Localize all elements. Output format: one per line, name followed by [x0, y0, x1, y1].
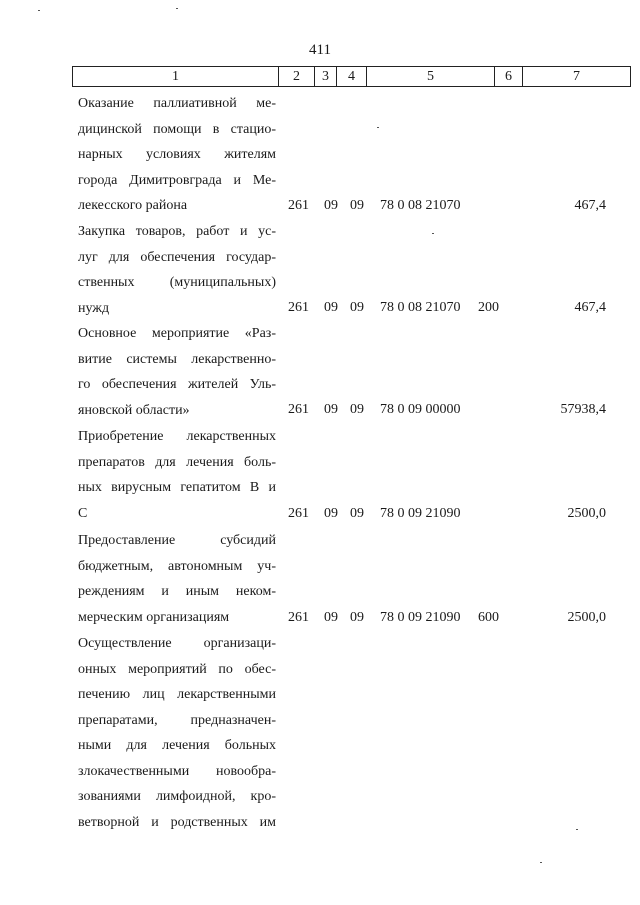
header-col-6: 6	[495, 67, 523, 87]
amount: 57938,4	[560, 402, 606, 417]
row-description	[78, 528, 276, 630]
target-article-code: 78 0 09 21090	[380, 610, 461, 625]
description-line: онных мероприятий по обес-	[78, 661, 276, 677]
section-code: 09	[324, 402, 338, 417]
description-line: Основное мероприятие «Раз-	[78, 326, 276, 341]
description-line: Предоставление субсидий	[78, 533, 276, 548]
scan-speck	[432, 233, 434, 234]
header-col-4: 4	[337, 67, 367, 87]
scan-speck	[38, 10, 40, 11]
header-col-5: 5	[367, 67, 495, 87]
description-line: луг для обеспечения государ-	[78, 249, 276, 265]
description-line: ветворной и родственных им	[78, 814, 276, 830]
row-description	[78, 91, 276, 219]
amount: 467,4	[574, 300, 606, 315]
scan-speck	[576, 829, 578, 830]
amount: 2500,0	[567, 610, 606, 625]
description-line: ных вирусным гепатитом В и	[78, 480, 276, 495]
description-line: нужд	[78, 300, 110, 316]
scan-speck	[540, 862, 542, 863]
description-line: Оказание паллиативной ме-	[78, 96, 276, 111]
description-line: печению лиц лекарственными	[78, 687, 276, 702]
description-line: Осуществление организаци-	[78, 636, 276, 651]
description-line: злокачественными новообра-	[78, 763, 276, 779]
description-line: мерческим организациям	[78, 609, 230, 625]
table-header	[72, 66, 631, 87]
description-line: витие системы лекарственно-	[78, 351, 276, 367]
description-line: лекесского района	[78, 198, 188, 213]
description-line: препаратов для лечения боль-	[78, 454, 276, 470]
amount: 467,4	[574, 198, 606, 213]
header-col-7: 7	[523, 67, 631, 87]
description-line: ными для лечения больных	[78, 738, 276, 753]
subsection-code: 09	[350, 610, 364, 625]
description-line: яновской области»	[78, 402, 190, 418]
description-line: ственных (муниципальных)	[78, 275, 276, 290]
target-article-code: 78 0 09 00000	[380, 402, 461, 417]
grbs-code: 261	[288, 610, 309, 625]
description-line: зованиями лимфоидной, кро-	[78, 789, 276, 804]
grbs-code: 261	[288, 300, 309, 315]
expense-type-code: 200	[478, 300, 499, 315]
row-description	[78, 321, 276, 423]
header-col-2: 2	[279, 67, 315, 87]
subsection-code: 09	[350, 198, 364, 213]
row-description	[78, 631, 276, 835]
amount: 2500,0	[567, 506, 606, 521]
expense-type-code: 600	[478, 610, 499, 625]
grbs-code: 261	[288, 506, 309, 521]
header-col-1: 1	[73, 67, 279, 87]
description-line: реждениям и иным неком-	[78, 584, 276, 599]
target-article-code: 78 0 09 21090	[380, 506, 461, 521]
target-article-code: 78 0 08 21070	[380, 198, 461, 213]
description-line: города Димитровграда и Ме-	[78, 172, 276, 188]
subsection-code: 09	[350, 506, 364, 521]
section-code: 09	[324, 300, 338, 315]
grbs-code: 261	[288, 198, 309, 213]
section-code: 09	[324, 506, 338, 521]
description-line: нарных условиях жителям	[78, 147, 276, 162]
description-line: Приобретение лекарственных	[78, 429, 276, 444]
row-description	[78, 219, 276, 321]
section-code: 09	[324, 610, 338, 625]
scan-speck	[176, 8, 178, 9]
page-number: 411	[309, 42, 331, 58]
description-line: дицинской помощи в стацио-	[78, 121, 276, 137]
description-line: препаратами, предназначен-	[78, 712, 276, 728]
grbs-code: 261	[288, 402, 309, 417]
target-article-code: 78 0 08 21070	[380, 300, 461, 315]
description-line: С	[78, 505, 88, 521]
description-line: го обеспечения жителей Уль-	[78, 377, 276, 392]
description-line: бюджетным, автономным уч-	[78, 558, 276, 574]
description-line: Закупка товаров, работ и ус-	[78, 224, 276, 239]
header-col-3: 3	[315, 67, 337, 87]
scan-speck	[377, 127, 379, 128]
subsection-code: 09	[350, 402, 364, 417]
subsection-code: 09	[350, 300, 364, 315]
section-code: 09	[324, 198, 338, 213]
row-description	[78, 424, 276, 526]
